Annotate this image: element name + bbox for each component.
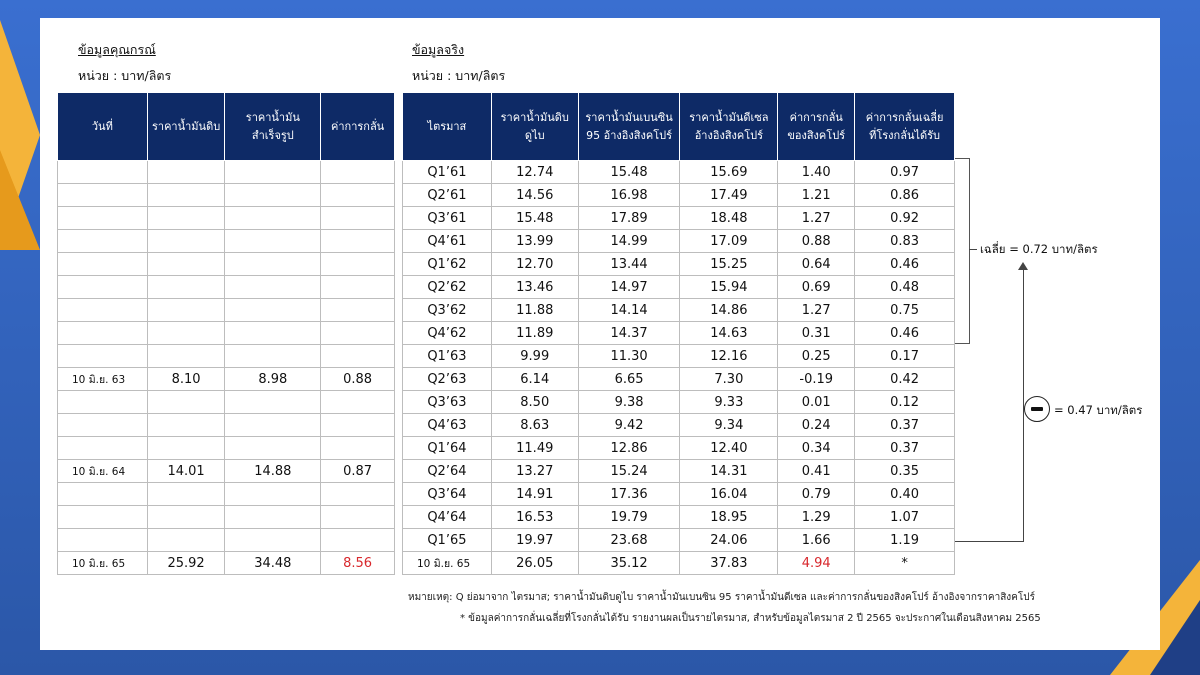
right-cell: 14.99 bbox=[578, 230, 680, 253]
right-cell: 9.38 bbox=[578, 391, 680, 414]
left-cell: 34.48 bbox=[225, 552, 321, 575]
table-row bbox=[403, 161, 955, 184]
right-cell: 16.53 bbox=[491, 506, 578, 529]
left-cell bbox=[225, 253, 321, 276]
table-row bbox=[403, 506, 955, 529]
left-cell bbox=[147, 322, 225, 345]
left-cell: 10 มิ.ย. 64 bbox=[58, 460, 148, 483]
left-cell bbox=[321, 322, 395, 345]
left-cell bbox=[225, 161, 321, 184]
left-cell: 8.10 bbox=[147, 368, 225, 391]
left-cell bbox=[225, 529, 321, 552]
left-cell bbox=[321, 483, 395, 506]
right-cell: 0.35 bbox=[855, 460, 955, 483]
right-cell: 0.48 bbox=[855, 276, 955, 299]
left-cell bbox=[58, 161, 148, 184]
right-cell: 18.95 bbox=[680, 506, 778, 529]
right-cell: 6.65 bbox=[578, 368, 680, 391]
table-row bbox=[403, 345, 955, 368]
left-cell bbox=[147, 506, 225, 529]
left-data-table bbox=[57, 92, 395, 575]
left-cell bbox=[147, 207, 225, 230]
right-cell: 12.16 bbox=[680, 345, 778, 368]
right-cell: Q1’64 bbox=[403, 437, 492, 460]
right-data-table bbox=[402, 92, 955, 575]
left-cell bbox=[58, 230, 148, 253]
right-cell: 37.83 bbox=[680, 552, 778, 575]
left-cell bbox=[147, 276, 225, 299]
right-cell: 0.46 bbox=[855, 322, 955, 345]
right-cell: 0.83 bbox=[855, 230, 955, 253]
right-cell: 16.98 bbox=[578, 184, 680, 207]
right-cell: Q4’62 bbox=[403, 322, 492, 345]
right-header-unit: หน่วย : บาท/ลิตร bbox=[412, 68, 506, 83]
right-cell: 17.49 bbox=[680, 184, 778, 207]
left-cell bbox=[147, 253, 225, 276]
right-cell: 14.86 bbox=[680, 299, 778, 322]
left-header-3: ค่าการกลั่น bbox=[321, 93, 395, 161]
right-cell: -0.19 bbox=[778, 368, 855, 391]
avg-bracket bbox=[955, 158, 970, 344]
right-cell: Q1’62 bbox=[403, 253, 492, 276]
left-cell bbox=[225, 230, 321, 253]
left-cell bbox=[225, 506, 321, 529]
left-cell bbox=[321, 345, 395, 368]
left-cell: 8.56 bbox=[321, 552, 395, 575]
right-cell: 0.24 bbox=[778, 414, 855, 437]
right-cell: 0.37 bbox=[855, 414, 955, 437]
table-row bbox=[58, 161, 395, 184]
right-header bbox=[412, 40, 505, 86]
right-cell: 0.92 bbox=[855, 207, 955, 230]
right-cell: 4.94 bbox=[778, 552, 855, 575]
left-cell bbox=[147, 184, 225, 207]
left-cell bbox=[147, 391, 225, 414]
table-row bbox=[403, 184, 955, 207]
left-cell bbox=[147, 483, 225, 506]
right-cell: Q2’61 bbox=[403, 184, 492, 207]
left-cell bbox=[58, 322, 148, 345]
left-cell: 14.01 bbox=[147, 460, 225, 483]
left-cell: 14.88 bbox=[225, 460, 321, 483]
right-cell: 10 มิ.ย. 65 bbox=[403, 552, 492, 575]
right-cell: 15.24 bbox=[578, 460, 680, 483]
table-row bbox=[403, 299, 955, 322]
left-cell bbox=[321, 391, 395, 414]
table-row bbox=[58, 368, 395, 391]
right-cell: Q2’63 bbox=[403, 368, 492, 391]
left-cell bbox=[147, 529, 225, 552]
left-cell bbox=[321, 161, 395, 184]
right-cell: 13.27 bbox=[491, 460, 578, 483]
left-header-2: ราคาน้ำมัน สำเร็จรูป bbox=[225, 93, 321, 161]
right-cell: 14.31 bbox=[680, 460, 778, 483]
left-cell bbox=[58, 414, 148, 437]
right-cell: 0.88 bbox=[778, 230, 855, 253]
table-row bbox=[403, 391, 955, 414]
table-row bbox=[58, 529, 395, 552]
right-cell: 0.31 bbox=[778, 322, 855, 345]
right-header-title: ข้อมูลจริง bbox=[412, 42, 465, 57]
left-cell bbox=[58, 253, 148, 276]
right-cell: 1.21 bbox=[778, 184, 855, 207]
right-cell: 1.40 bbox=[778, 161, 855, 184]
right-cell: 0.12 bbox=[855, 391, 955, 414]
table-row bbox=[58, 184, 395, 207]
table-row bbox=[403, 483, 955, 506]
left-cell: 0.88 bbox=[321, 368, 395, 391]
right-cell: Q3’64 bbox=[403, 483, 492, 506]
right-cell: 7.30 bbox=[680, 368, 778, 391]
left-cell bbox=[321, 253, 395, 276]
avg-bracket-tick bbox=[969, 249, 977, 250]
right-header-3: ราคาน้ำมันดีเซล อ้างอิงสิงคโปร์ bbox=[680, 93, 778, 161]
right-cell: 23.68 bbox=[578, 529, 680, 552]
left-cell bbox=[58, 506, 148, 529]
right-cell: 0.41 bbox=[778, 460, 855, 483]
left-cell bbox=[321, 276, 395, 299]
right-cell: 14.37 bbox=[578, 322, 680, 345]
right-cell: 11.30 bbox=[578, 345, 680, 368]
right-cell: 15.69 bbox=[680, 161, 778, 184]
left-cell bbox=[321, 299, 395, 322]
right-cell: 0.64 bbox=[778, 253, 855, 276]
right-cell: 12.86 bbox=[578, 437, 680, 460]
right-cell: Q1’65 bbox=[403, 529, 492, 552]
right-cell: 0.86 bbox=[855, 184, 955, 207]
right-cell: 9.99 bbox=[491, 345, 578, 368]
right-header-1: ราคาน้ำมันดิบ ดูไบ bbox=[491, 93, 578, 161]
table-row bbox=[403, 230, 955, 253]
right-cell: Q4’61 bbox=[403, 230, 492, 253]
table-row bbox=[58, 552, 395, 575]
right-cell: 35.12 bbox=[578, 552, 680, 575]
left-header-unit: หน่วย : บาท/ลิตร bbox=[78, 68, 172, 83]
right-cell: 24.06 bbox=[680, 529, 778, 552]
left-header-0: วันที่ bbox=[58, 93, 148, 161]
right-cell: Q3’62 bbox=[403, 299, 492, 322]
left-cell bbox=[321, 529, 395, 552]
table-row bbox=[403, 414, 955, 437]
left-cell bbox=[225, 276, 321, 299]
right-cell: 8.50 bbox=[491, 391, 578, 414]
right-cell: Q2’62 bbox=[403, 276, 492, 299]
right-header-4: ค่าการกลั่น ของสิงคโปร์ bbox=[778, 93, 855, 161]
table-row bbox=[403, 253, 955, 276]
right-cell: 0.37 bbox=[855, 437, 955, 460]
note-line-2: * ข้อมูลค่าการกลั่นเฉลี่ยที่โรงกลั่นได้รับ รายงานผลเป็นรายไตรมาส, สำหรับข้อมูลไตรมาส 2 ปี 2565 จะประกาศในเดือนสิงหาคม 2565 bbox=[460, 613, 1041, 624]
table-row bbox=[58, 506, 395, 529]
left-cell: 10 มิ.ย. 63 bbox=[58, 368, 148, 391]
right-header-5: ค่าการกลั่นเฉลี่ย ที่โรงกลั่นได้รับ bbox=[855, 93, 955, 161]
left-cell bbox=[225, 345, 321, 368]
right-header-0: ไตรมาส bbox=[403, 93, 492, 161]
left-cell bbox=[147, 437, 225, 460]
left-cell bbox=[225, 207, 321, 230]
left-cell bbox=[225, 483, 321, 506]
table-row bbox=[58, 299, 395, 322]
right-cell: 12.74 bbox=[491, 161, 578, 184]
left-cell: 8.98 bbox=[225, 368, 321, 391]
right-cell: Q1’63 bbox=[403, 345, 492, 368]
right-cell: Q2’64 bbox=[403, 460, 492, 483]
right-cell: 17.36 bbox=[578, 483, 680, 506]
left-cell bbox=[58, 529, 148, 552]
left-cell bbox=[58, 276, 148, 299]
right-cell: 0.75 bbox=[855, 299, 955, 322]
left-cell bbox=[147, 230, 225, 253]
left-cell: 0.87 bbox=[321, 460, 395, 483]
right-cell: 15.25 bbox=[680, 253, 778, 276]
right-cell: 1.07 bbox=[855, 506, 955, 529]
table-row bbox=[58, 414, 395, 437]
right-cell: 1.27 bbox=[778, 299, 855, 322]
left-cell bbox=[58, 391, 148, 414]
right-cell: 0.79 bbox=[778, 483, 855, 506]
table-row bbox=[58, 345, 395, 368]
right-cell: 0.97 bbox=[855, 161, 955, 184]
right-cell: 26.05 bbox=[491, 552, 578, 575]
right-cell: 16.04 bbox=[680, 483, 778, 506]
left-cell bbox=[147, 299, 225, 322]
table-row bbox=[403, 207, 955, 230]
right-cell: 15.94 bbox=[680, 276, 778, 299]
right-cell: 0.17 bbox=[855, 345, 955, 368]
left-cell bbox=[225, 299, 321, 322]
right-cell: 1.29 bbox=[778, 506, 855, 529]
right-cell: 9.34 bbox=[680, 414, 778, 437]
right-cell: 14.56 bbox=[491, 184, 578, 207]
right-cell: 14.97 bbox=[578, 276, 680, 299]
right-cell: 19.97 bbox=[491, 529, 578, 552]
left-header-1: ราคาน้ำมันดิบ bbox=[147, 93, 225, 161]
left-cell bbox=[58, 207, 148, 230]
right-cell: 0.01 bbox=[778, 391, 855, 414]
left-cell bbox=[147, 345, 225, 368]
right-cell: 11.89 bbox=[491, 322, 578, 345]
diff-label: = 0.47 บาท/ลิตร bbox=[1054, 403, 1143, 417]
left-cell bbox=[225, 437, 321, 460]
table-row bbox=[58, 207, 395, 230]
right-cell: 15.48 bbox=[578, 161, 680, 184]
table-row bbox=[58, 437, 395, 460]
right-cell: Q1’61 bbox=[403, 161, 492, 184]
right-cell: 13.46 bbox=[491, 276, 578, 299]
minus-circle-icon bbox=[1024, 396, 1050, 422]
right-header-2: ราคาน้ำมันเบนซิน 95 อ้างอิงสิงคโปร์ bbox=[578, 93, 680, 161]
right-cell: 0.46 bbox=[855, 253, 955, 276]
right-cell: 12.70 bbox=[491, 253, 578, 276]
note-line-1: หมายเหตุ: Q ย่อมาจาก ไตรมาส; ราคาน้ำมันดิบดูไบ ราคาน้ำมันเบนซิน 95 ราคาน้ำมันดีเซล และค่าการกลั่นของสิงคโปร์ อ้างอิงจากราคาสิงคโปร์ bbox=[408, 592, 1035, 603]
right-cell: 17.89 bbox=[578, 207, 680, 230]
left-cell bbox=[225, 322, 321, 345]
slide-card bbox=[40, 18, 1160, 650]
table-row bbox=[58, 253, 395, 276]
left-cell bbox=[321, 230, 395, 253]
right-cell: 17.09 bbox=[680, 230, 778, 253]
right-cell: 14.91 bbox=[491, 483, 578, 506]
table-row bbox=[58, 276, 395, 299]
right-cell: 0.34 bbox=[778, 437, 855, 460]
left-cell: 10 มิ.ย. 65 bbox=[58, 552, 148, 575]
right-cell: 13.44 bbox=[578, 253, 680, 276]
right-cell: 1.66 bbox=[778, 529, 855, 552]
decor-left-triangle-2 bbox=[0, 150, 40, 250]
left-cell bbox=[225, 391, 321, 414]
left-cell bbox=[321, 184, 395, 207]
table-row bbox=[403, 552, 955, 575]
right-cell: Q3’63 bbox=[403, 391, 492, 414]
left-cell bbox=[321, 207, 395, 230]
right-cell: Q4’64 bbox=[403, 506, 492, 529]
left-cell bbox=[58, 299, 148, 322]
left-cell bbox=[58, 345, 148, 368]
left-header-title: ข้อมูลคุณกรณ์ bbox=[78, 42, 156, 57]
right-cell: * bbox=[855, 552, 955, 575]
table-row bbox=[403, 437, 955, 460]
right-cell: 18.48 bbox=[680, 207, 778, 230]
right-cell: 9.33 bbox=[680, 391, 778, 414]
right-cell: Q3’61 bbox=[403, 207, 492, 230]
table-row bbox=[58, 483, 395, 506]
right-cell: Q4’63 bbox=[403, 414, 492, 437]
right-cell: 0.25 bbox=[778, 345, 855, 368]
table-row bbox=[58, 460, 395, 483]
right-cell: 13.99 bbox=[491, 230, 578, 253]
right-cell: 6.14 bbox=[491, 368, 578, 391]
right-cell: 19.79 bbox=[578, 506, 680, 529]
table-row bbox=[403, 529, 955, 552]
table-row bbox=[403, 460, 955, 483]
avg-label: เฉลี่ย = 0.72 บาท/ลิตร bbox=[980, 242, 1098, 256]
right-cell: 1.19 bbox=[855, 529, 955, 552]
right-cell: 9.42 bbox=[578, 414, 680, 437]
left-cell bbox=[147, 414, 225, 437]
connector-horizontal bbox=[955, 541, 1024, 542]
right-cell: 15.48 bbox=[491, 207, 578, 230]
left-cell bbox=[225, 414, 321, 437]
left-cell: 25.92 bbox=[147, 552, 225, 575]
right-cell: 1.27 bbox=[778, 207, 855, 230]
right-cell: 12.40 bbox=[680, 437, 778, 460]
table-row bbox=[58, 230, 395, 253]
left-cell bbox=[58, 437, 148, 460]
right-cell: 14.14 bbox=[578, 299, 680, 322]
left-header bbox=[78, 40, 171, 86]
right-cell: 0.69 bbox=[778, 276, 855, 299]
right-cell: 14.63 bbox=[680, 322, 778, 345]
right-cell: 11.49 bbox=[491, 437, 578, 460]
left-cell bbox=[225, 184, 321, 207]
table-row bbox=[58, 391, 395, 414]
right-cell: 11.88 bbox=[491, 299, 578, 322]
table-row bbox=[403, 322, 955, 345]
left-cell bbox=[147, 161, 225, 184]
left-cell bbox=[58, 184, 148, 207]
left-cell bbox=[321, 414, 395, 437]
left-cell bbox=[58, 483, 148, 506]
right-cell: 0.42 bbox=[855, 368, 955, 391]
table-row bbox=[58, 322, 395, 345]
right-cell: 8.63 bbox=[491, 414, 578, 437]
table-row bbox=[403, 368, 955, 391]
left-cell bbox=[321, 437, 395, 460]
right-cell: 0.40 bbox=[855, 483, 955, 506]
left-cell bbox=[321, 506, 395, 529]
table-row bbox=[403, 276, 955, 299]
